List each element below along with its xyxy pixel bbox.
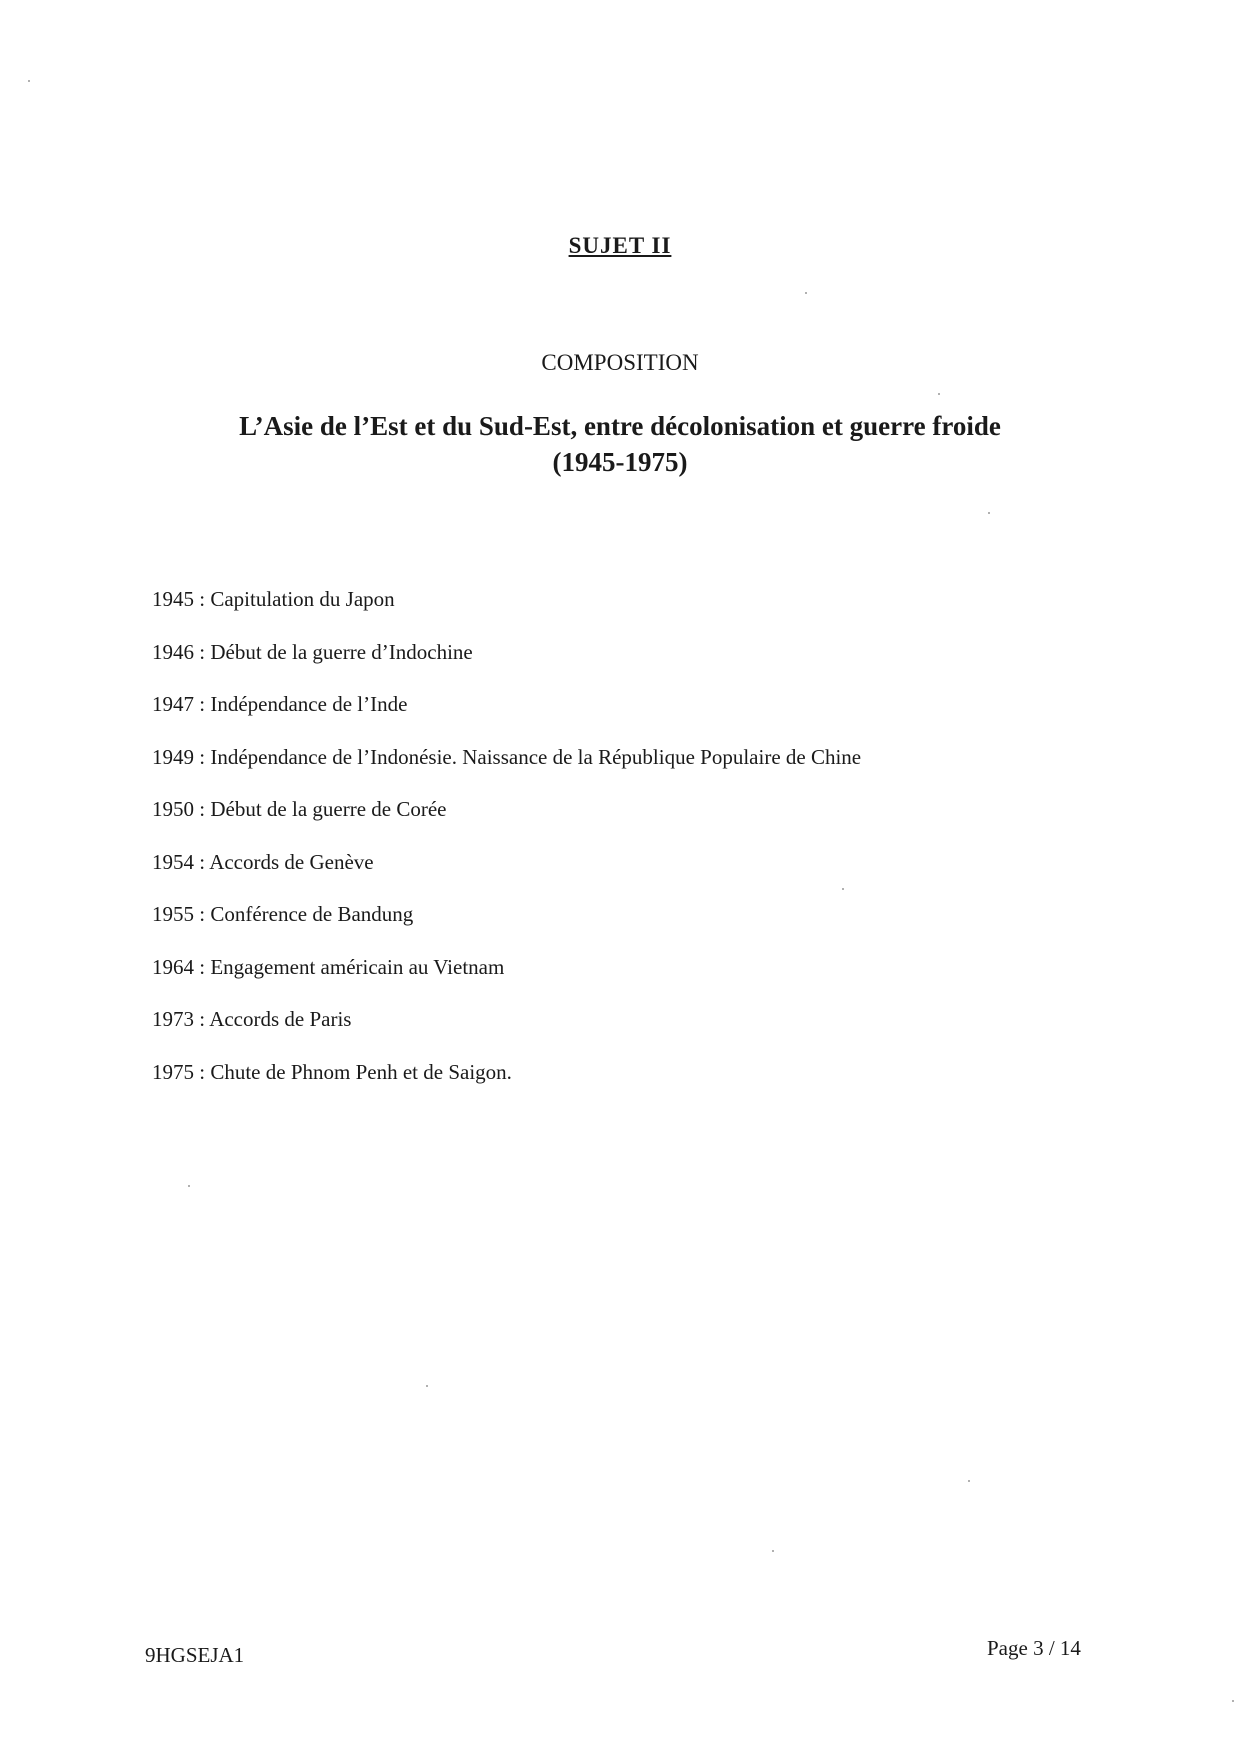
scan-speck [938, 393, 940, 395]
scan-speck [968, 1480, 970, 1482]
timeline-item: 1947 : Indépendance de l’Inde [152, 692, 408, 716]
timeline-item: 1946 : Début de la guerre d’Indochine [152, 639, 473, 664]
timeline-event: Début de la guerre d’Indochine [210, 639, 473, 664]
timeline-year: 1945 [152, 587, 194, 611]
timeline-event: Accords de Genève [209, 849, 374, 874]
composition-title [0, 408, 1240, 480]
timeline-year: 1975 [152, 1059, 194, 1084]
timeline-event: Conférence de Bandung [210, 902, 414, 926]
timeline-item: 1975 : Chute de Phnom Penh et de Saigon. [152, 1059, 512, 1084]
scan-speck [426, 1385, 428, 1387]
timeline-event: Début de la guerre de Corée [210, 797, 447, 821]
timeline-list [152, 585, 1152, 1110]
timeline-event: Engagement américain au Vietnam [210, 954, 505, 979]
timeline-year: 1964 [152, 954, 194, 979]
timeline-year: 1973 [152, 1007, 194, 1031]
section-heading: COMPOSITION [541, 350, 699, 375]
document-code: 9HGSEJA1 [145, 1643, 245, 1667]
timeline-event: Indépendance de l’Indonésie. Naissance de la République Populaire de Chine [210, 744, 862, 769]
scan-speck [772, 1550, 774, 1552]
timeline-item: 1964 : Engagement américain au Vietnam [152, 954, 505, 979]
timeline-year: 1950 [152, 797, 194, 821]
subject-heading: SUJET II [568, 233, 672, 258]
timeline-item: 1955 : Conférence de Bandung [152, 902, 414, 926]
timeline-year: 1954 [152, 849, 194, 874]
timeline-item: 1945 : Capitulation du Japon [152, 587, 395, 611]
scan-speck [28, 80, 30, 82]
timeline-event: Accords de Paris [209, 1007, 352, 1031]
scan-speck [988, 512, 990, 514]
timeline-item: 1950 : Début de la guerre de Corée [152, 797, 447, 821]
timeline-year: 1947 [152, 692, 194, 716]
timeline-event: Chute de Phnom Penh et de Saigon. [210, 1059, 512, 1084]
scan-speck [1232, 1700, 1234, 1702]
scan-speck [842, 888, 844, 890]
timeline-year: 1955 [152, 902, 194, 926]
page-number: Page 3 / 14 [987, 1636, 1081, 1660]
scan-speck [805, 292, 807, 294]
timeline-event: Capitulation du Japon [210, 587, 395, 611]
timeline-year: 1949 [152, 744, 194, 769]
timeline-item: 1973 : Accords de Paris [152, 1007, 352, 1031]
timeline-item: 1949 : Indépendance de l’Indonésie. Naissance de la République Populaire de Chine [152, 744, 862, 769]
scan-speck [188, 1185, 190, 1187]
timeline-year: 1946 [152, 639, 194, 664]
timeline-event: Indépendance de l’Inde [210, 692, 408, 716]
title-line-1: L’Asie de l’Est et du Sud-Est, entre décolonisation et guerre froide [239, 411, 1001, 441]
timeline-item: 1954 : Accords de Genève [152, 849, 374, 874]
title-line-2: (1945-1975) [552, 447, 688, 477]
